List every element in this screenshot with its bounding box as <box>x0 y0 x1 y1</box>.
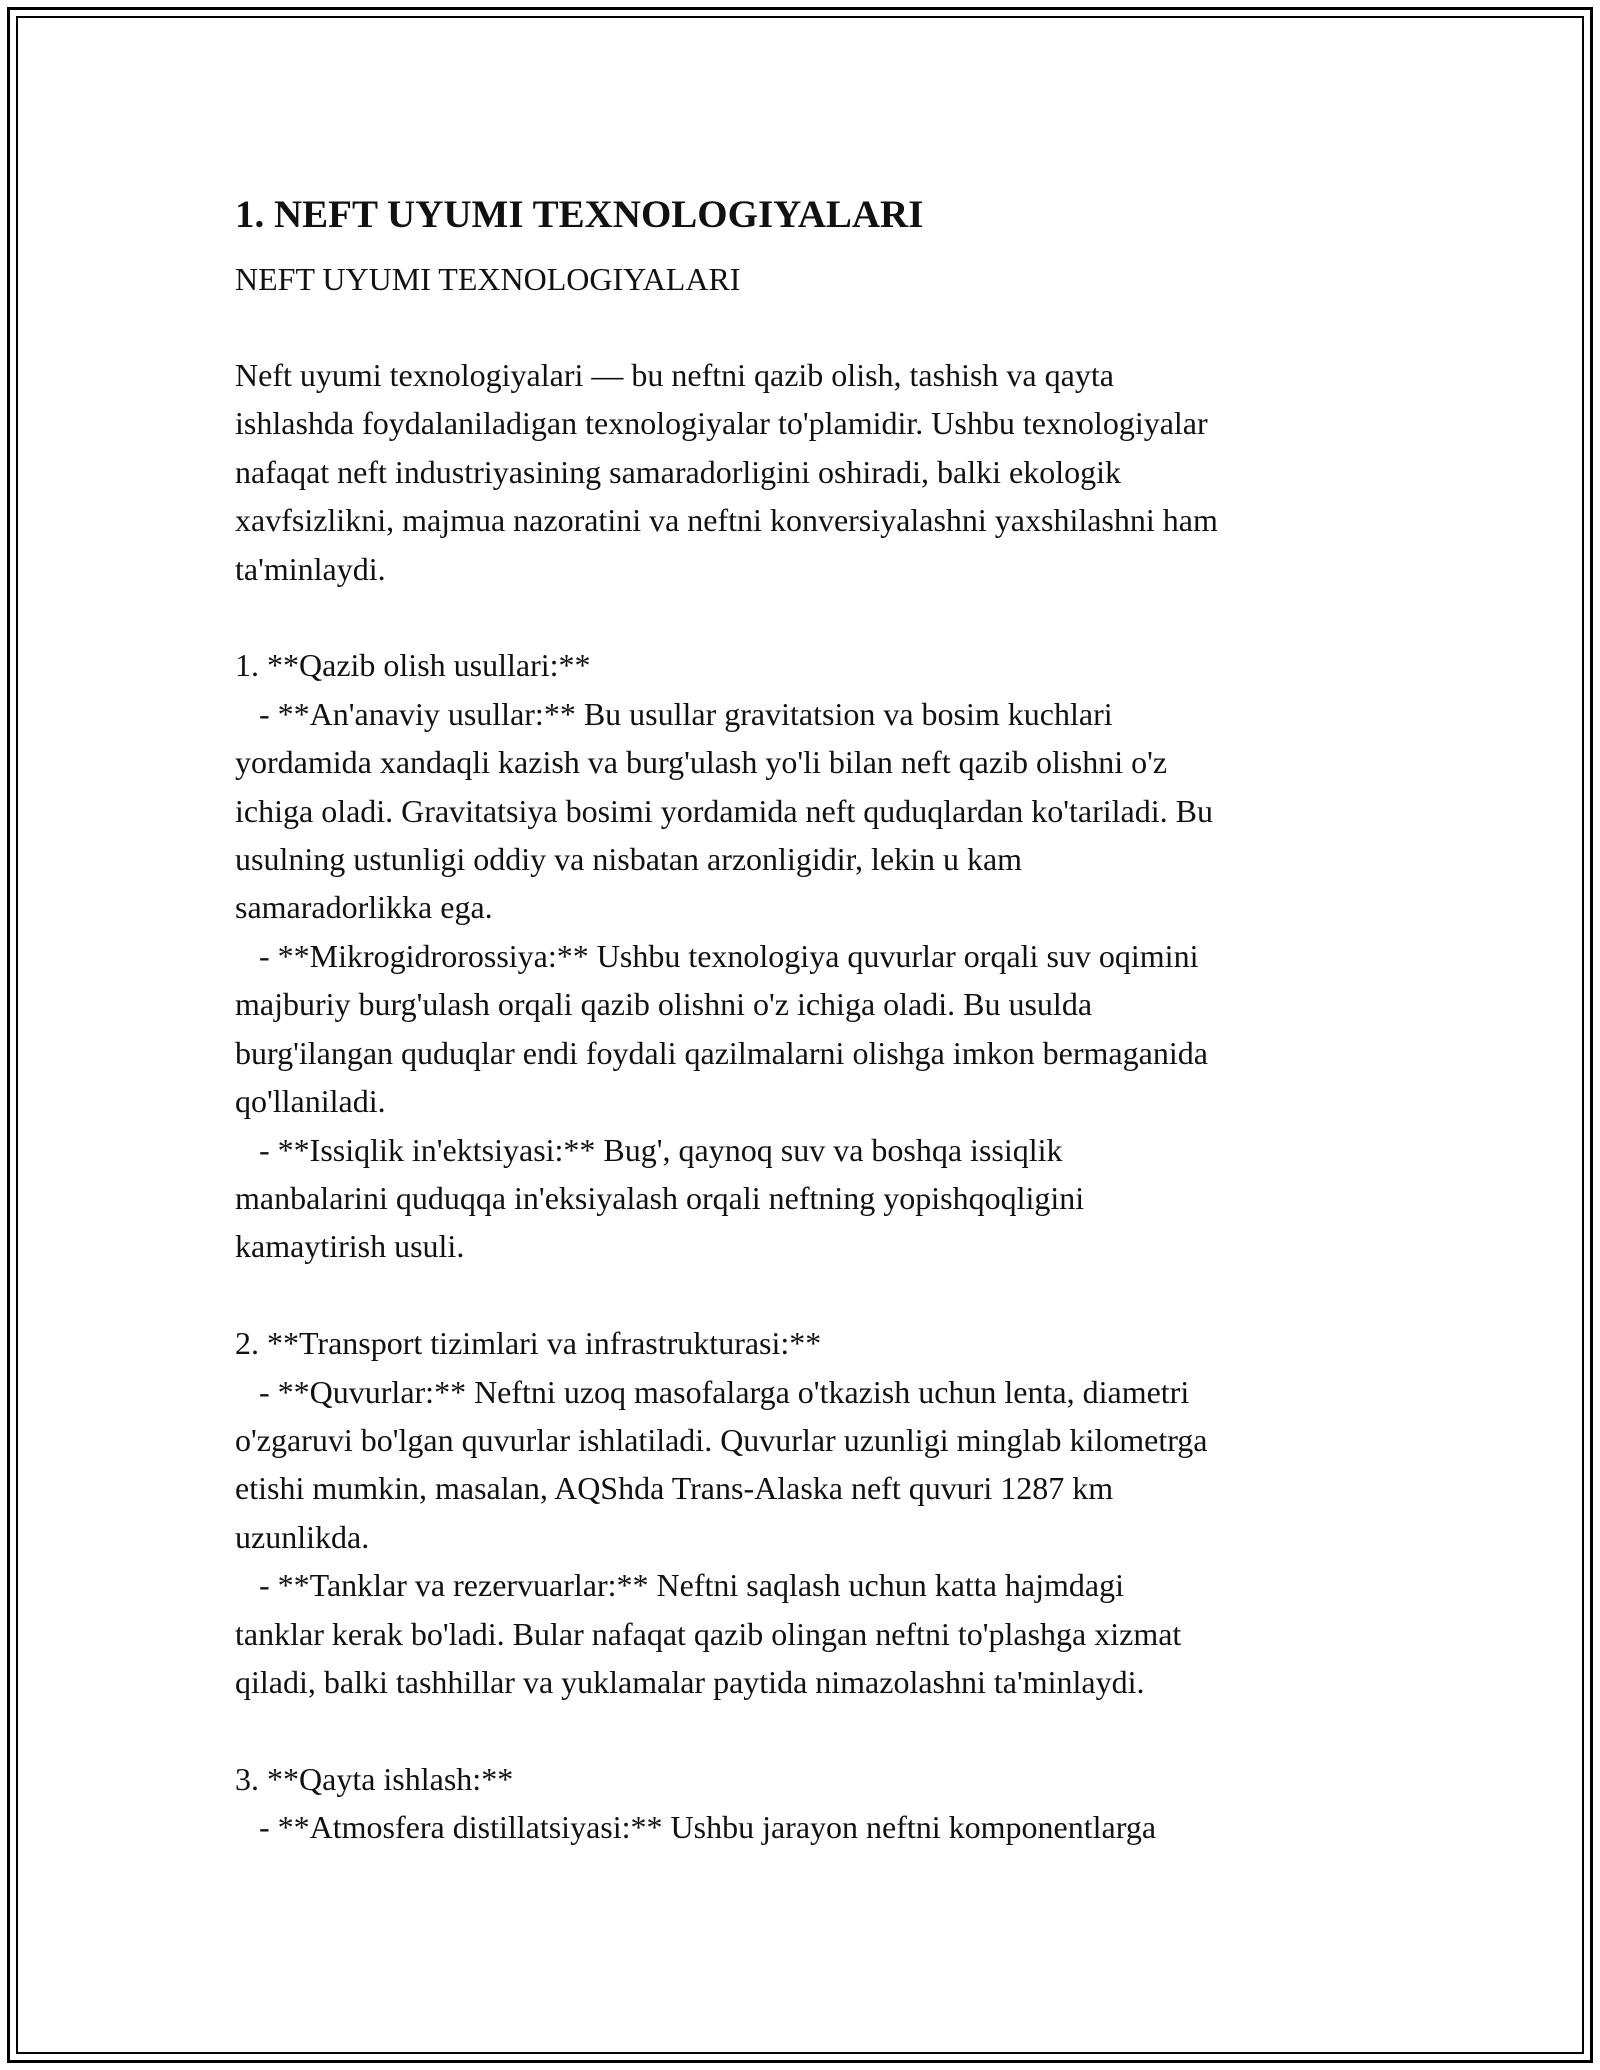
document-content <box>235 185 1365 1852</box>
document-body-text: Neft uyumi texnologiyalari — bu neftni qazib olish, tashish va qayta ishlashda foydalaniladigan texnologiyalar to'plamidir. Ushbu texnologiyalar nafaqat neft industriyasining samaradorligini oshiradi, balki ekologik xavfsizlikni, majmua nazoratini va neftni konversiyalashni yaxshilashni ham ta'minlaydi. 1. **Qazib olish usullari:** - **An'anaviy usullar:** Bu usullar gravitatsion va bosim kuchlari yordamida xandaqli kazish va burg'ulash yo'li bilan neft qazib olishni o'z ichiga oladi. Gravitatsiya bosimi yordamida neft quduqlardan ko'tariladi. Bu usulning ustunligi oddiy va nisbatan arzonligidir, lekin u kam samaradorlikka ega. - **Mikrogidrorossiya:** Ushbu texnologiya quvurlar orqali suv oqimini majburiy burg'ulash orqali qazib olishni o'z ichiga oladi. Bu usulda burg'ilangan quduqlar endi foydali qazilmalarni olishga imkon bermaganida qo'llaniladi. - **Issiqlik in'ektsiyasi:** Bug', qaynoq suv va boshqa issiqlik manbalarini quduqqa in'eksiyalash orqali neftning yopishqoqligini kamaytirish usuli. 2. **Transport tizimlari va infrastrukturasi:** - **Quvurlar:** Neftni uzoq masofalarga o'tkazish uchun lenta, diametri o'zgaruvi bo'lgan quvurlar ishlatiladi. Quvurlar uzunligi minglab kilometrga etishi mumkin, masalan, AQShda Trans-Alaska neft quvuri 1287 km uzunlikda. - **Tanklar va rezervuarlar:** Neftni saqlash uchun katta hajmdagi tanklar kerak bo'ladi. Bular nafaqat qazib olingan neftni to'plashga xizmat qiladi, balki tashhillar va yuklamalar paytida nimazolashni ta'minlaydi. 3. **Qayta ishlash:** - **Atmosfera distillatsiyasi:** Ushbu jarayon neftni komponentlarga <box>235 357 1218 1846</box>
document-subheading: NEFT UYUMI TEXNOLOGIYALARI <box>235 261 741 297</box>
document-heading: 1. NEFT UYUMI TEXNOLOGIYALARI <box>235 193 924 236</box>
